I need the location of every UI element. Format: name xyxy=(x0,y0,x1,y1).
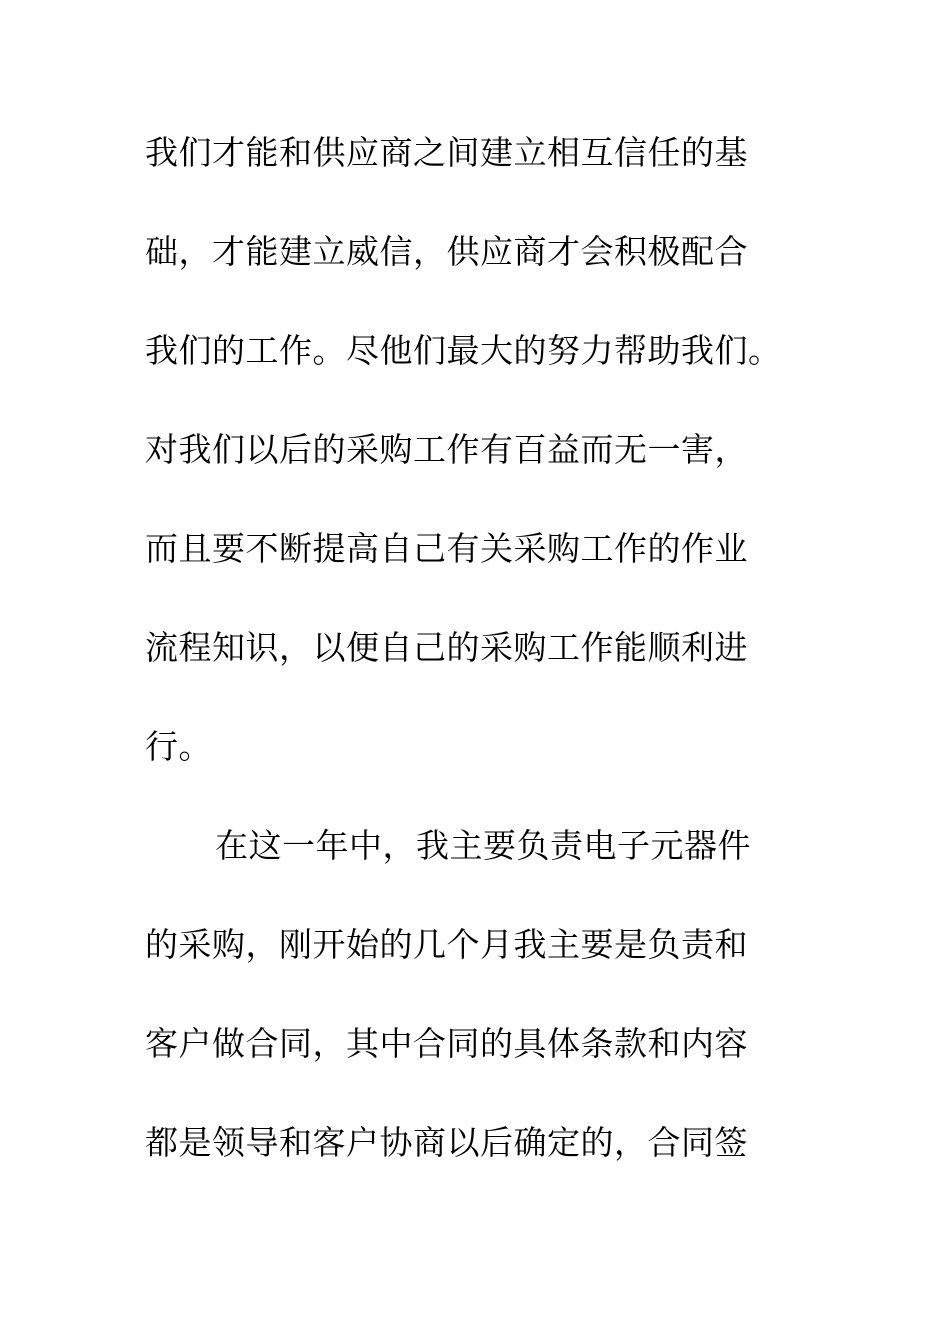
document-body xyxy=(145,122,825,1211)
text-line: 我们才能和供应商之间建立相互信任的基 xyxy=(145,133,748,172)
text-line: 流程知识，以便自己的采购工作能顺利进 xyxy=(145,628,748,667)
text-line: 对我们以后的采购工作有百益而无一害， xyxy=(145,430,748,469)
text-line: 客户做合同，其中合同的具体条款和内容 xyxy=(145,1024,748,1063)
paragraph-start-line: 在这一年中，我主要负责电子元器件 xyxy=(215,826,751,865)
text-line: 都是领导和客户协商以后确定的，合同签 xyxy=(145,1123,748,1162)
text-line: 的采购，刚开始的几个月我主要是负责和 xyxy=(145,925,748,964)
text-line: 我们的工作。尽他们最大的努力帮助我们。 xyxy=(145,331,782,370)
text-line: 行。 xyxy=(145,727,212,766)
text-line: 础，才能建立威信，供应商才会积极配合 xyxy=(145,232,748,271)
text-line: 而且要不断提高自己有关采购工作的作业 xyxy=(145,529,748,568)
